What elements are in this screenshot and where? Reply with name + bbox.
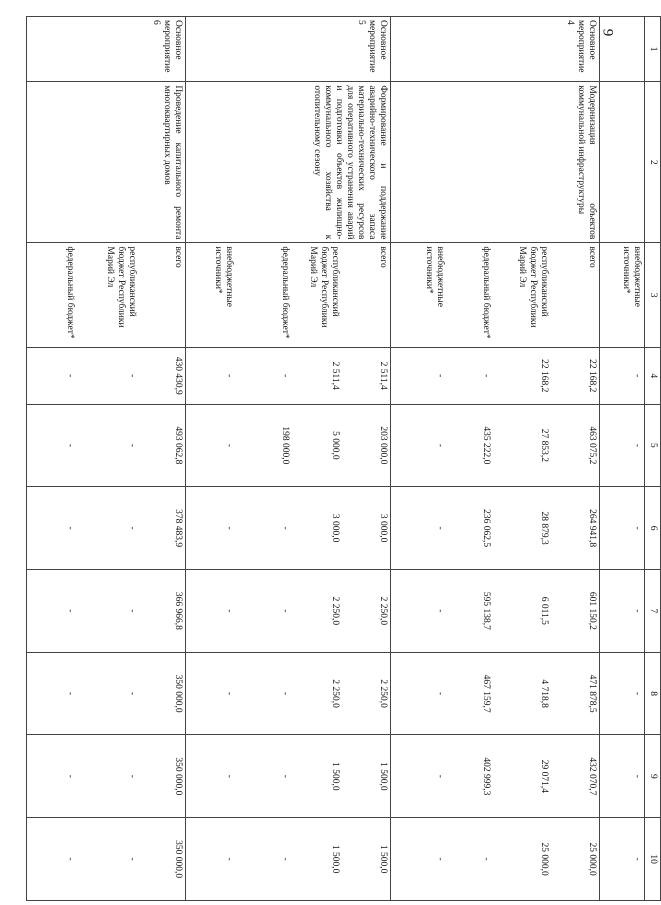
funding-value: 350 000,0 [173,674,183,713]
funding-value: 432 070,7 [587,757,597,796]
funding-value: - [435,374,445,378]
column-header: 7 [645,570,661,653]
funding-value: 493 062,8 [173,426,183,465]
funding-value: - [632,443,642,447]
table-row [27,17,186,901]
column-header: 9 [645,735,661,818]
funding-source-label: республиканский бюджет Республики Марий Эл [517,246,549,328]
funding-value: 2 511,4 [330,361,340,390]
funding-value: - [435,692,445,696]
year-value-cell [27,347,186,404]
column-header: 5 [645,404,661,487]
year-value-cell [391,735,600,818]
column-header: 6 [645,487,661,570]
funding-source-label: федеральный бюджет* [65,246,75,339]
funding-value: - [280,774,290,778]
year-value-cell [27,818,186,901]
funding-value: - [224,526,234,530]
year-value-cell [600,347,645,404]
funding-value: - [435,526,445,530]
table-row [391,17,600,901]
year-value-cell [600,735,645,818]
funding-value: 430 430,9 [173,356,183,395]
funding-value: - [632,774,642,778]
funding-value: - [280,857,290,861]
funding-value: 27 853,2 [539,428,549,463]
year-value-cell [186,652,391,735]
funding-value: - [65,526,75,530]
funding-value: - [280,692,290,696]
funding-value: 463 075,2 [587,426,597,465]
column-header: 2 [645,82,661,243]
funding-value: 28 879,3 [539,511,549,545]
funding-value: 5 000,0 [330,431,340,460]
funding-value: 2 250,0 [378,596,388,626]
funding-value: 601 150,2 [587,591,597,630]
funding-value: - [632,857,642,861]
year-value-cell [186,404,391,487]
funding-source-cell [600,243,645,348]
funding-value: 471 878,5 [587,674,597,713]
funding-source-cell [391,243,600,348]
year-value-cell [186,570,391,653]
funding-source-label: внебюджетные источники* [213,246,234,307]
funding-value: 595 138,7 [481,591,491,630]
event-number-cell: Основное мероприятие 4 [391,17,600,82]
funding-value: 467 159,7 [481,674,491,713]
funding-value: - [280,609,290,613]
funding-value: 22 168,2 [587,359,597,393]
funding-value: - [280,374,290,378]
funding-source-label: внебюджетные источники* [424,246,445,307]
funding-value: - [127,609,137,613]
column-header: 4 [645,347,661,404]
table-row [186,17,391,901]
funding-value: - [127,857,137,861]
funding-value: - [632,526,642,530]
year-value-cell [186,347,391,404]
funding-value: 402 999,3 [481,757,491,796]
funding-value: - [65,374,75,378]
event-title-cell [600,82,645,243]
year-value-cell [27,735,186,818]
funding-value: 25 000,0 [539,842,549,876]
funding-value: 1 500,0 [330,762,340,791]
funding-value: - [435,443,445,447]
year-value-cell [600,487,645,570]
year-value-cell [391,404,600,487]
table-body [27,17,645,901]
funding-value: 2 511,4 [378,361,388,390]
funding-value: 6 011,5 [539,596,549,625]
funding-value: - [224,374,234,378]
column-header: 1 [645,17,661,82]
funding-value: 3 000,0 [330,513,340,543]
year-value-cell [391,347,600,404]
funding-value: - [481,857,491,861]
funding-value: - [65,692,75,696]
funding-value: 1 500,0 [378,844,388,874]
funding-value: - [481,374,491,378]
funding-value: - [224,774,234,778]
funding-value: - [127,374,137,378]
event-title-cell: Проведение капитального ремонта многоквартирных домов [27,82,186,243]
column-header: 8 [645,652,661,735]
funding-value: - [65,443,75,447]
funding-value: - [632,374,642,378]
funding-value: 350 000,0 [173,757,183,796]
funding-value: - [435,774,445,778]
funding-source-label: республиканский бюджет Республики Марий Эл [105,246,137,328]
funding-value: 198 000,0 [280,426,290,465]
column-header: 3 [645,243,661,348]
event-title-cell: Формирование и поддержание аварийно-технического запаса материально-технических ресурсов для оперативного устранения аварий и подготовки объектов жилищно-коммунального хозяйства к отопительному сезону [186,82,391,243]
funding-value: - [127,526,137,530]
funding-source-label: федеральный бюджет* [481,246,491,339]
funding-value: 203 000,0 [378,426,388,465]
funding-source-cell [27,243,186,348]
funding-value: - [224,692,234,696]
funding-value: 3 000,0 [378,513,388,543]
funding-value: - [632,609,642,613]
column-header: 10 [645,818,661,901]
funding-source-label: внебюджетные источники* [621,246,642,307]
year-value-cell [186,735,391,818]
budget-table [26,16,661,901]
funding-value: - [65,774,75,778]
year-value-cell [391,818,600,901]
page-number: 9 [599,28,616,37]
funding-value: - [127,774,137,778]
year-value-cell [391,652,600,735]
funding-value: - [224,609,234,613]
year-value-cell [600,404,645,487]
funding-value: - [435,857,445,861]
funding-value: 29 071,4 [539,759,549,793]
funding-source-label: республиканский бюджет Республики Марий Эл [308,246,340,328]
year-value-cell [27,570,186,653]
year-value-cell [27,652,186,735]
funding-value: 1 500,0 [378,762,388,791]
funding-value: 4 718,8 [539,679,549,708]
funding-value: - [127,692,137,696]
funding-value: 2 250,0 [330,679,340,708]
year-value-cell [600,652,645,735]
year-value-cell [186,487,391,570]
funding-value: 25 000,0 [587,842,597,876]
funding-value: 366 966,8 [173,591,183,630]
funding-value: - [65,609,75,613]
event-number-cell [600,17,645,82]
funding-value: 2 250,0 [330,596,340,626]
funding-value: 378 483,9 [173,509,183,548]
funding-value: - [65,857,75,861]
funding-value: - [435,609,445,613]
year-value-cell [600,570,645,653]
funding-value: 236 062,5 [481,509,491,548]
funding-value: - [127,443,137,447]
event-number-cell: Основное мероприятие 6 [27,17,186,82]
funding-value: 2 250,0 [378,679,388,708]
year-value-cell [27,487,186,570]
event-number-cell: Основное мероприятие 5 [186,17,391,82]
budget-table-sheet [65,16,661,901]
funding-value: 22 168,2 [539,359,549,393]
funding-value: - [224,443,234,447]
funding-source-label: федеральный бюджет* [280,246,290,339]
year-value-cell [391,570,600,653]
funding-value: - [632,692,642,696]
table-row [600,17,645,901]
funding-value: 1 500,0 [330,844,340,874]
column-number-row [645,17,661,901]
funding-source-label: всего [378,246,388,268]
funding-source-label: всего [173,246,183,268]
year-value-cell [186,818,391,901]
funding-value: - [224,857,234,861]
event-title-cell: Модернизация объектов коммунальной инфраструктуры [391,82,600,243]
funding-value: 435 222,0 [481,426,491,465]
funding-value: - [280,526,290,530]
funding-value: 350 000,0 [173,840,183,879]
funding-source-label: всего [587,246,597,268]
year-value-cell [27,404,186,487]
funding-source-cell [186,243,391,348]
funding-value: 264 941,8 [587,509,597,548]
year-value-cell [600,818,645,901]
year-value-cell [391,487,600,570]
